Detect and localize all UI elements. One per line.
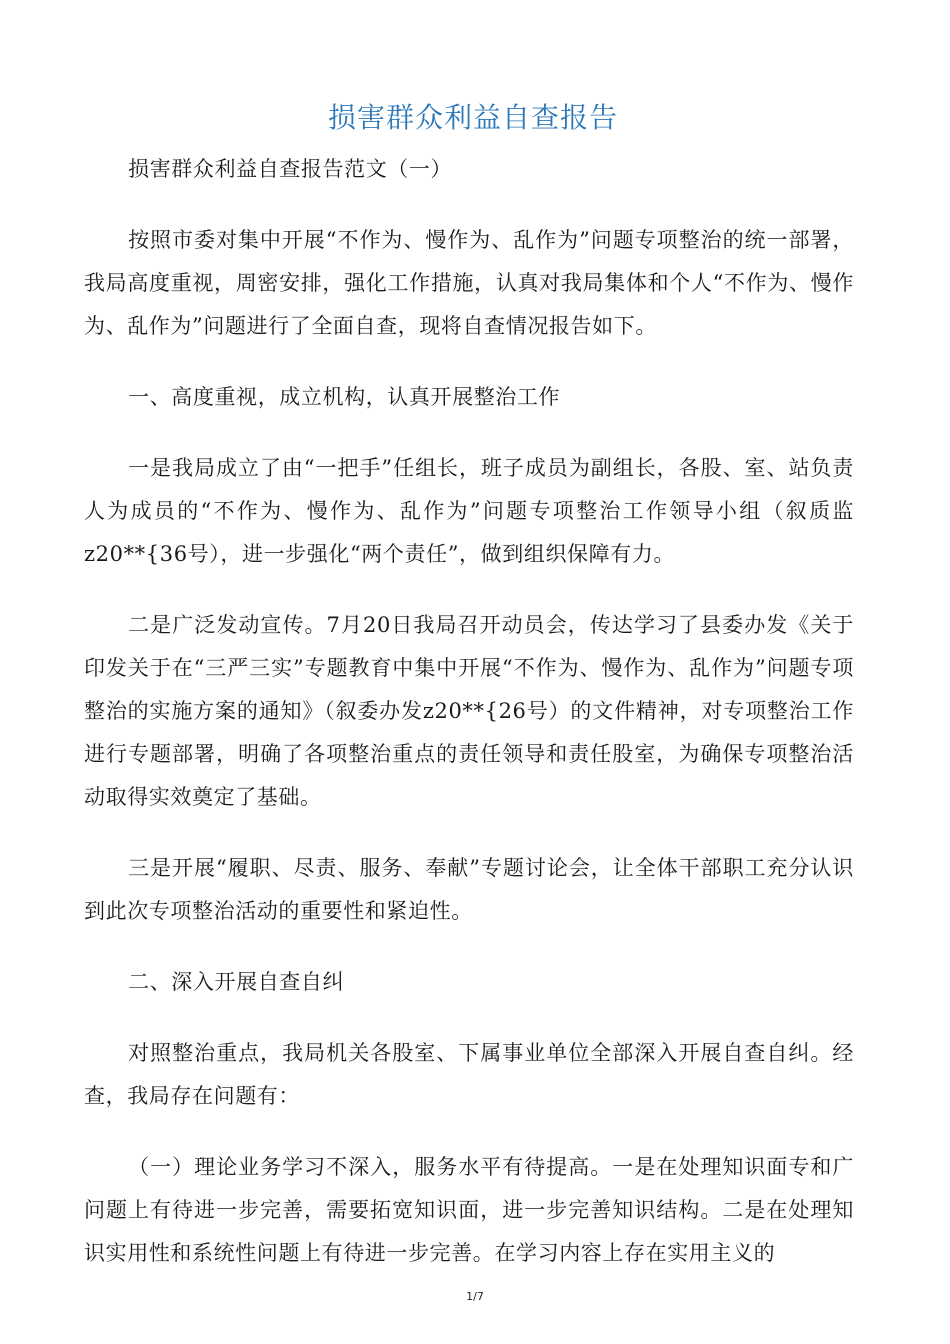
- section-heading-2: 二、深入开展自查自纠: [128, 970, 345, 994]
- paragraph-self-check: 对照整治重点，我局机关各股室、下属事业单位全部深入开展自查自纠。经查，我局存在问题有：: [84, 1041, 854, 1108]
- section-heading-1: 一、高度重视，成立机构，认真开展整治工作: [128, 385, 561, 409]
- page-number: 1/7: [466, 1290, 484, 1303]
- paragraph-item-2: 二是广泛发动宣传。7月20日我局召开动员会，传达学习了县委办发《关于印发关于在“三严三实”专题教育中集中开展“不作为、慢作为、乱作为”问题专项整治的实施方案的通知》（叙委办发z20**{26号）的文件精神，对专项整治工作进行专题部署，明确了各项整治重点的责任领导和责任股室，为确保专项整治活动取得实效奠定了基础。: [84, 613, 854, 809]
- document-subtitle: 损害群众利益自查报告范文（一）: [128, 157, 453, 181]
- paragraph-issue-1: （一）理论业务学习不深入，服务水平有待提高。一是在处理知识面专和广问题上有待进一步完善，需要拓宽知识面，进一步完善知识结构。二是在处理知识实用性和系统性问题上有待进一步完善。在学习内容上存在实用主义的: [84, 1155, 854, 1265]
- paragraph-item-1: 一是我局成立了由“一把手”任组长，班子成员为副组长，各股、室、站负责人为成员的“不作为、慢作为、乱作为”问题专项整治工作领导小组（叙质监z20**{36号），进一步强化“两个责任”，做到组织保障有力。: [84, 456, 854, 566]
- paragraph-item-3: 三是开展“履职、尽责、服务、奉献”专题讨论会，让全体干部职工充分认识到此次专项整治活动的重要性和紧迫性。: [84, 856, 854, 923]
- document-body: [84, 148, 854, 1303]
- document-title: 损害群众利益自查报告: [327, 101, 618, 134]
- paragraph-intro: 按照市委对集中开展“不作为、慢作为、乱作为”问题专项整治的统一部署，我局高度重视，周密安排，强化工作措施，认真对我局集体和个人“不作为、慢作为、乱作为”问题进行了全面自查，现将自查情况报告如下。: [84, 228, 854, 338]
